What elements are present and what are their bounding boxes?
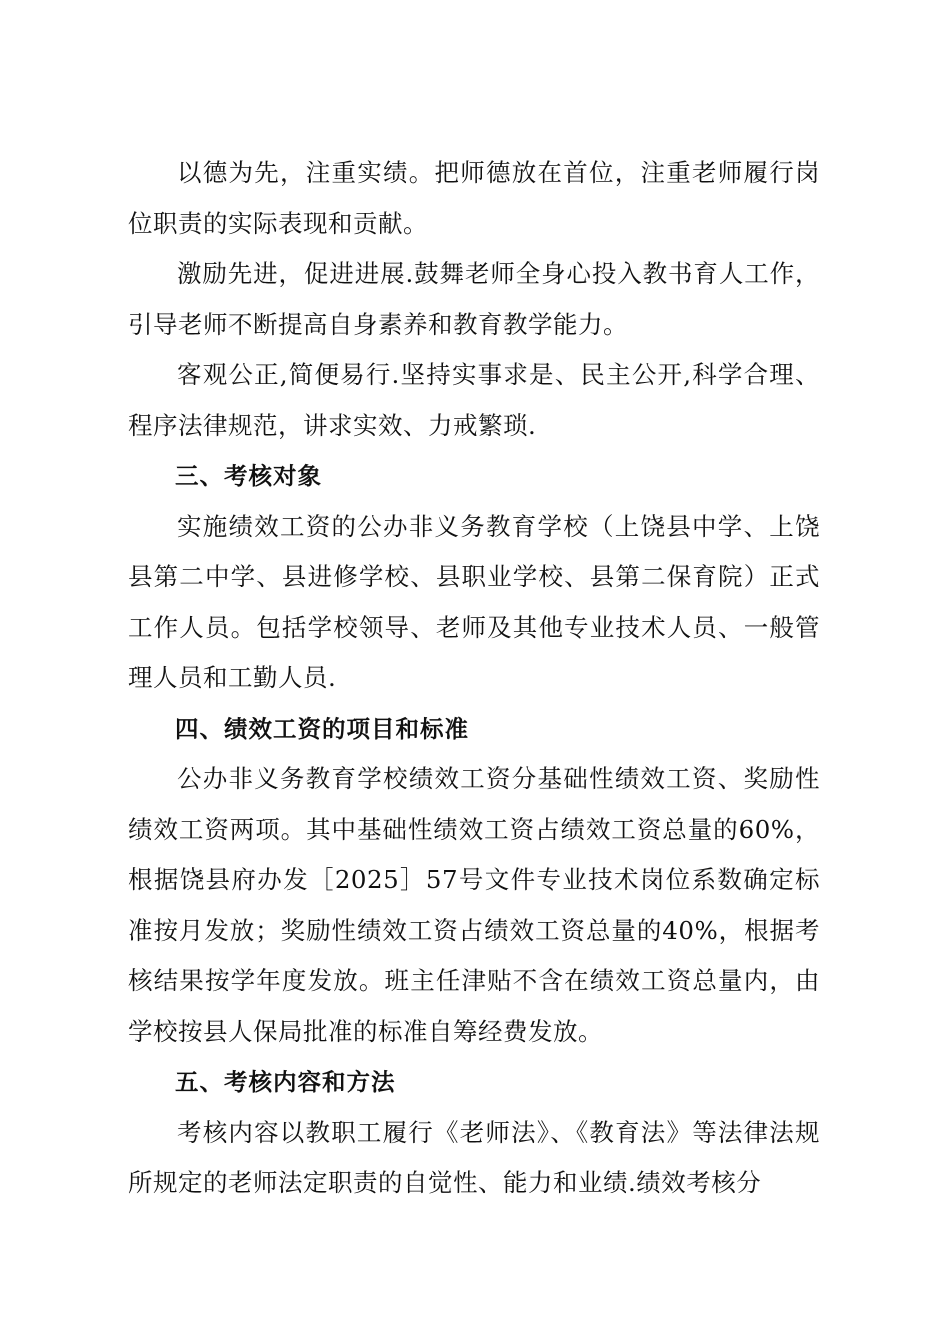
section-heading-performance-pay-items: 四、绩效工资的项目和标准 [175,714,469,743]
section-heading-assessment-content: 五、考核内容和方法 [175,1068,396,1096]
paragraph-principle-virtue: 以德为先，注重实绩。把师德放在首位，注重老师履行岗位职责的实际表现和贡献。 [128,158,820,238]
section-heading-assessment-targets: 三、考核对象 [175,462,322,490]
paragraph-assessment-content: 考核内容以教职工履行《老师法》、《教育法》等法律法规所规定的老师法定职责的自觉性、能力和业绩.绩效考核分 [128,1117,820,1197]
paragraph-assessment-targets: 实施绩效工资的公办非义务教育学校（上饶县中学、上饶县第二中学、县进修学校、县职业学校、县第二保育院）正式工作人员。包括学校领导、老师及其他专业技术人员、一般管理人员和工勤人员. [128,511,820,692]
paragraph-principle-fairness: 客观公正,简便易行.坚持实事求是、民主公开,科学合理、程序法律规范，讲求实效、力戒繁琐. [128,360,820,440]
paragraph-performance-pay-items: 公办非义务教育学校绩效工资分基础性绩效工资、奖励性绩效工资两项。其中基础性绩效工资占绩效工资总量的60%，根据饶县府办发［2025］57号文件专业技术岗位系数确定标准按月发放；奖励性绩效工资占绩效工资总量的40%，根据考核结果按学年度发放。班主任津贴不含在绩效工资总量内，由学校按县人保局批准的标准自筹经费发放。 [128,764,820,1046]
document-page [128,148,820,1209]
paragraph-principle-incentive: 激励先进，促进进展.鼓舞老师全身心投入教书育人工作，引导老师不断提高自身素养和教育教学能力。 [128,259,820,339]
